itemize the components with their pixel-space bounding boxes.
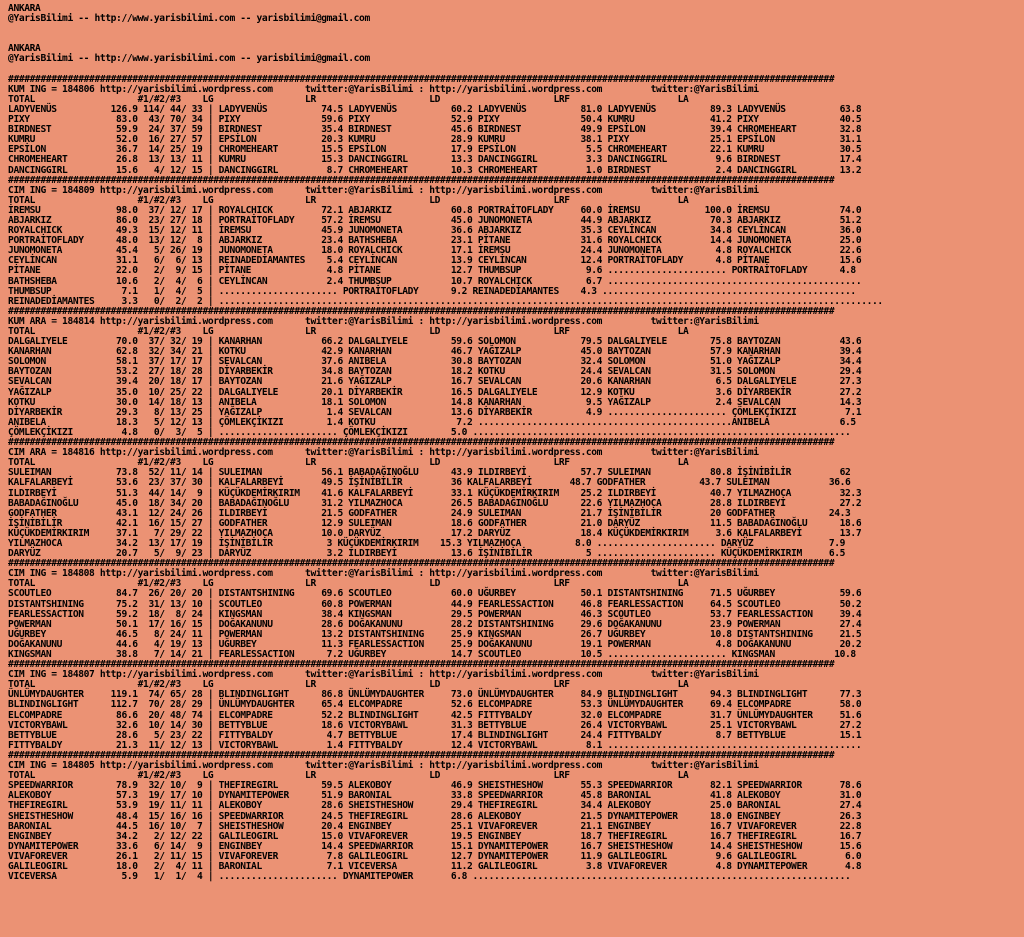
table-row: GALILEOGIRL 18.0 2/ 4/ 11 | BARONIAL 7.1 VICEVERSA 11.2 GALILEOGIRL 3.8 VIVAFOREVER 4.8 DYNAMITEPOWER 4.8	[8, 860, 862, 872]
column-header: TOTAL #1/#2/#3 LG LR LD LRF LA	[8, 93, 689, 105]
table-row: SEVALCAN 39.4 20/ 18/ 17 | BAYTOZAN 21.6 YAĞIZALP 16.7 SEVALCAN 20.6 KANARHAN 6.5 DALGALIYELE 27.3	[8, 376, 862, 388]
table-row: GODFATHER 43.1 12/ 24/ 26 | ILDIRBEYİ 21.5 GODFATHER 24.9 SULEIMAN 21.7 İŞİNİBİLİR 20 GODFATHER 24.3	[8, 507, 851, 519]
table-row: VICTORYBAWL 32.6 10/ 14/ 30 | BETTYBLUE 18.6 VICTORYBAWL 31.3 BETTYBLUE 26.4 VICTORYBAWL 25.1 VICTORYBAWL 27.2	[8, 719, 862, 731]
table-row: SHEISTHESHOW 48.4 15/ 16/ 16 | SPEEDWARRIOR 24.5 THEFIREGIRL 28.6 ALEKOBOY 21.5 DYNAMITEPOWER 18.0 ENGINBEY 26.3	[8, 810, 862, 822]
table-row: YAĞIZALP 35.0 10/ 25/ 22 | DALGALIYELE 20.1 DİYARBEKİR 16.5 DALGALIYELE 12.9 KOTKU 3.6 DİYARBEKİR 27.2	[8, 386, 862, 398]
table-row: ALEKOBOY 57.3 19/ 17/ 10 | DYNAMITEPOWER 51.9 BARONIAL 33.8 SPEEDWARRIOR 45.8 BARONIAL 41.8 ALEKOBOY 31.0	[8, 790, 862, 802]
column-header: TOTAL #1/#2/#3 LG LR LD LRF LA	[8, 770, 689, 782]
table-row: İREMSU 98.0 37/ 12/ 17 | ROYALCHICK 72.1 ABJARKIZ 60.8 PORTRAİTOFLADY 60.0 İREMSU 100.0 İREMSU 74.0	[8, 204, 862, 216]
table-row: DANCINGGIRL 15.6 4/ 12/ 15 | DANCINGGIRL 8.7 CHROMEHEART 10.3 CHROMEHEART 1.0 BIRDNEST 2.4 DANCINGGIRL 13.2	[8, 164, 862, 176]
column-header: TOTAL #1/#2/#3 LG LR LD LRF LA	[8, 578, 689, 590]
table-row: SCOUTLEO 84.7 26/ 20/ 20 | DISTANTSHINING 69.6 SCOUTLEO 60.0 UĞURBEY 50.1 DISTANTSHINING 71.5 UĞURBEY 59.6	[8, 588, 862, 600]
table-row: SULEIMAN 73.8 52/ 11/ 14 | SULEIMAN 56.1 BABADAĞINOĞLU 43.9 ILDIRBEYİ 57.7 SULEIMAN 80.8 İŞİNİBİLİR 62	[8, 467, 851, 479]
table-row: PIXY 83.0 43/ 70/ 34 | PIXY 59.6 PIXY 52.9 PIXY 50.4 KUMRU 41.2 PIXY 40.5	[8, 114, 862, 126]
city-title: ANKARA	[8, 3, 41, 14]
table-row: DOĞAKANUNU 44.6 4/ 19/ 13 | UĞURBEY 11.3 FEARLESSACTION 25.9 DOĞAKANUNU 19.1 POWERMAN 4.8 DOĞAKANUNU 20.2	[8, 638, 862, 650]
table-row: POWERMAN 50.1 17/ 16/ 15 | DOĞAKANUNU 28.6 DOĞAKANUNU 28.2 DISTANTSHINING 29.6 DOĞAKANUNU 23.9 POWERMAN 27.4	[8, 618, 862, 630]
separator-line: #########################################################################################################################################################	[8, 174, 835, 186]
table-row: KALFALARBEYİ 53.6 23/ 37/ 30 | KALFALARBEYİ 49.5 İŞİNİBİLİR 36 KALFALARBEYİ 48.7 GODFATHER 43.7 SULEIMAN 36.6	[8, 477, 851, 489]
table-row: VIVAFOREVER 26.1 2/ 11/ 15 | VIVAFOREVER 7.8 GALILEOGIRL 12.7 DYNAMITEPOWER 11.9 GALILEOGIRL 9.6 GALILEOGIRL 6.0	[8, 850, 862, 862]
table-row: LADYVENÜS 126.9 114/ 44/ 33 | LADYVENÜS 74.5 LADYVENÜS 60.2 LADYVENÜS 81.0 LADYVENÜS 89.3 LADYVENÜS 63.8	[8, 103, 862, 115]
race-header: CIM ING = 184807 http://yarisbilimi.wordpress.com twitter:@YarisBilimi : http://yarisbilimi.wordpress.com twitter:@YarisBilimi	[8, 669, 759, 681]
table-row: BLINDINGLIGHT 112.7 70/ 28/ 29 | ÜNLÜMYDAUGHTER 65.4 ELCOMPADRE 52.6 ELCOMPADRE 53.3 ÜNLÜMYDAUGHTER 69.4 ELCOMPADRE 58.0	[8, 699, 862, 711]
table-row: FEARLESSACTION 59.2 18/ 8/ 24 | KINGSMAN 38.4 KINGSMAN 29.5 POWERMAN 46.3 SCOUTLEO 53.7 FEARLESSACTION 39.4	[8, 608, 862, 620]
column-header: TOTAL #1/#2/#3 LG LR LD LRF LA	[8, 457, 689, 469]
table-row: FITTYBALDY 21.3 11/ 12/ 13 | VICTORYBAWL 1.4 FITTYBALDY 12.4 VICTORYBAWL 8.1 ...............................................	[8, 739, 862, 751]
table-row: UĞURBEY 46.5 8/ 24/ 11 | POWERMAN 13.2 DISTANTSHINING 25.9 KINGSMAN 26.7 UĞURBEY 10.8 DISTANTSHINING 21.5	[8, 628, 862, 640]
table-row: JUNOMONETA 45.4 5/ 26/ 19 | JUNOMONETA 18.0 ROYALCHICK 17.1 İREMSU 24.4 JUNOMONETA 4.8 ROYALCHICK 22.6	[8, 245, 862, 257]
table-row: BETTYBLUE 28.6 5/ 23/ 22 | FITTYBALDY 4.7 BETTYBLUE 17.4 BLINDINGLIGHT 24.4 FITTYBALDY 8.7 BETTYBLUE 15.1	[8, 729, 862, 741]
blank-line	[8, 34, 1024, 44]
table-row: ÜNLÜMYDAUGHTER 119.1 74/ 65/ 28 | BLINDINGLIGHT 86.8 ÜNLÜMYDAUGHTER 73.0 ÜNLÜMYDAUGHTER 84.9 BLINDINGLIGHT 94.3 BLINDINGLIGHT 77.3	[8, 689, 862, 701]
column-header: TOTAL #1/#2/#3 LG LR LD LRF LA	[8, 326, 689, 337]
table-row: THEFIREGIRL 53.9 19/ 11/ 11 | ALEKOBOY 28.6 SHEISTHESHOW 29.4 THEFIREGIRL 34.4 ALEKOBOY 25.0 BARONIAL 27.4	[8, 800, 862, 812]
table-row: DALGALIYELE 70.0 37/ 32/ 19 | KANARHAN 66.2 DALGALIYELE 59.6 SOLOMON 79.5 DALGALIYELE 75.8 BAYTOZAN 43.6	[8, 336, 862, 348]
table-row: DARYÜZ 20.7 5/ 9/ 23 | DARYÜZ 3.2 ILDIRBEYİ 13.6 İŞİNİBİLİR 5 ...................... KÜÇÜKDEMİRKIRIM 6.5	[8, 548, 846, 560]
table-row: SOLOMON 58.1 37/ 17/ 17 | SEVALCAN 37.6 ANIBELA 30.8 BAYTOZAN 32.4 SOLOMON 51.0 YAĞIZALP 34.4	[8, 356, 862, 368]
table-row: ABJARKIZ 86.0 23/ 27/ 18 | PORTRAİTOFLADY 57.2 İREMSU 45.0 JUNOMONETA 44.9 ABJARKIZ 70.3 ABJARKIZ 51.2	[8, 214, 862, 226]
table-row: SPEEDWARRIOR 78.9 32/ 10/ 9 | THEFIREGIRL 59.5 ALEKOBOY 46.9 SHEISTHESHOW 55.3 SPEEDWARRIOR 82.1 SPEEDWARRIOR 78.6	[8, 780, 862, 792]
table-row: BAYTOZAN 53.2 27/ 18/ 28 | DİYARBEKİR 34.8 BAYTOZAN 18.2 KOTKU 24.4 SEVALCAN 31.5 SOLOMON 29.4	[8, 366, 862, 378]
table-row: PİTANE 22.0 2/ 9/ 15 | PİTANE 4.8 PİTANE 12.7 THUMBSUP 9.6 ...................... PORTRAİTOFLADY 4.8	[8, 265, 856, 277]
table-row: BABADAĞINOĞLU 45.0 18/ 34/ 20 | BABADAĞINOĞLU 31.2 YILMAZHOCA 26.5 BABADAĞINOĞLU 22.6 YILMAZHOCA 28.8 ILDIRBEYİ 27.2	[8, 497, 862, 509]
race-header: CIM ING = 184809 http://yarisbilimi.wordpress.com twitter:@YarisBilimi : http://yarisbilimi.wordpress.com twitter:@YarisBilimi	[8, 184, 759, 196]
contact-line: @YarisBilimi -- http://www.yarisbilimi.com -- yarisbilimi@gmail.com	[8, 13, 370, 25]
table-row: REINADEDİAMANTES 3.3 0/ 2/ 2 | ...........................................................................................................................	[8, 295, 883, 307]
contact-line: @YarisBilimi -- http://www.yarisbilimi.com -- yarisbilimi@gmail.com	[8, 53, 370, 65]
table-row: DİYARBEKİR 29.3 8/ 13/ 25 | YAĞIZALP 1.4 SEVALCAN 13.6 DİYARBEKİR 4.9 ...................... ÇÖMLEKÇİKIZI 7.1	[8, 406, 862, 418]
table-row: PORTRAİTOFLADY 48.0 13/ 12/ 8 | ABJARKIZ 23.4 BATHSHEBA 23.1 PİTANE 31.6 ROYALCHICK 14.4 JUNOMONETA 25.0	[8, 235, 862, 247]
separator-line: #########################################################################################################################################################	[8, 749, 835, 761]
table-row: CEYLİNCAN 31.1 6/ 6/ 13 | REINADEDİAMANTES 5.4 CEYLİNCAN 13.9 CEYLİNCAN 12.4 PORTRAİTOFLADY 4.8 PİTANE 15.6	[8, 255, 862, 267]
table-row: KINGSMAN 38.8 7/ 14/ 21 | FEARLESSACTION 7.2 UĞURBEY 14.7 SCOUTLEO 10.5 ...................... KINGSMAN 10.8	[8, 649, 856, 660]
table-row: KANARHAN 62.8 32/ 34/ 21 | KOTKU 42.9 KANARHAN 46.7 YAĞIZALP 45.0 BAYTOZAN 57.9 KANARHAN 39.4	[8, 346, 862, 358]
table-row: VICEVERSA 5.9 1/ 1/ 4 | ...................... DYNAMITEPOWER 6.8 ......................................................................	[8, 871, 851, 883]
race-header: CIM ING = 184808 http://yarisbilimi.wordpress.com twitter:@YarisBilimi : http://yarisbilimi.wordpress.com twitter:@YarisBilimi	[8, 568, 759, 580]
race-header: CIM ING = 184805 http://yarisbilimi.wordpress.com twitter:@YarisBilimi : http://yarisbilimi.wordpress.com twitter:@YarisBilimi	[8, 760, 759, 772]
table-row: CHROMEHEART 26.8 13/ 13/ 11 | KUMRU 15.3 DANCINGGIRL 13.3 DANCINGGIRL 3.3 DANCINGGIRL 9.6 BIRDNEST 17.4	[8, 154, 862, 166]
separator-line: #########################################################################################################################################################	[8, 437, 835, 449]
table-row: ELCOMPADRE 86.6 20/ 48/ 74 | ELCOMPADRE 52.2 BLINDINGLIGHT 42.5 FITTYBALDY 32.0 ELCOMPADRE 31.7 ÜNLÜMYDAUGHTER 51.6	[8, 709, 862, 721]
table-row: ENGINBEY 34.2 2/ 12/ 22 | GALILEOGIRL 15.0 VIVAFOREVER 19.5 ENGINBEY 18.7 THEFIREGIRL 16.7 THEFIREGIRL 16.7	[8, 830, 862, 842]
separator-line: #########################################################################################################################################################	[8, 305, 835, 317]
table-row: DISTANTSHINING 75.2 31/ 13/ 10 | SCOUTLEO 60.8 POWERMAN 44.9 FEARLESSACTION 46.8 FEARLESSACTION 64.5 SCOUTLEO 50.2	[8, 598, 862, 610]
race-header: KUM ARA = 184814 http://yarisbilimi.wordpress.com twitter:@YarisBilimi : http://yarisbilimi.wordpress.com twitter:@YarisBilimi	[8, 315, 759, 327]
table-row: BARONIAL 44.5 16/ 10/ 7 | SHEISTHESHOW 20.4 ENGINBEY 25.1 VIVAFOREVER 21.1 ENGINBEY 16.7 VIVAFOREVER 22.8	[8, 820, 862, 832]
table-row: THUMBSUP 7.1 1/ 4/ 5 | ...................... PORTRAİTOFLADY 9.2 REINADEDİAMANTES 4.3 ...............................................	[8, 285, 856, 297]
race-header: KUM ING = 184806 http://yarisbilimi.wordpress.com twitter:@YarisBilimi : http://yarisbilimi.wordpress.com twitter:@YarisBilimi	[8, 83, 759, 95]
table-row: ROYALCHICK 49.3 15/ 12/ 11 | İREMSU 45.9 JUNOMONETA 36.6 ABJARKIZ 35.3 CEYLİNCAN 34.8 CEYLİNCAN 36.0	[8, 225, 862, 237]
table-row: BATHSHEBA 10.6 2/ 4/ 6 | CEYLİNCAN 2.4 THUMBSUP 10.7 ROYALCHICK 6.7 ...............................................	[8, 275, 862, 287]
table-row: İŞİNİBİLİR 42.1 16/ 15/ 27 | GODFATHER 12.9 SULEIMAN 18.6 GODFATHER 21.0 DARYÜZ 11.5 BABADAĞINOĞLU 18.6	[8, 517, 862, 529]
table-row: DYNAMITEPOWER 33.6 6/ 14/ 9 | ENGINBEY 14.4 SPEEDWARRIOR 15.1 DYNAMITEPOWER 16.7 SHEISTHESHOW 14.4 SHEISTHESHOW 15.6	[8, 840, 862, 852]
table-row: ÇÖMLEKÇİKIZI 4.8 0/ 3/ 5 | ...................... ÇÖMLEKÇİKIZI 5.0 ......................................................................	[8, 426, 851, 438]
table-row: ANIBELA 18.3 5/ 12/ 13 | ÇÖMLEKÇİKIZI 1.4 KOTKU 7.2 ...............................................ANIBELA 6.5	[8, 416, 856, 428]
table-row: YILMAZHOCA 34.2 13/ 17/ 19 | İŞİNİBİLİR 3 KÜÇÜKDEMİRKIRIM 15.3 YILMAZHOCA 8.0 ...................... DARYÜZ 7.9	[8, 537, 846, 549]
table-row: BIRDNEST 59.9 24/ 37/ 59 | BIRDNEST 35.4 BIRDNEST 45.6 BIRDNEST 49.9 EPSİLON 39.4 CHROMEHEART 32.8	[8, 124, 862, 136]
table-row: KOTKU 30.0 14/ 18/ 13 | ANIBELA 18.1 SOLOMON 14.8 KANARHAN 9.5 YAĞIZALP 2.4 SEVALCAN 14.3	[8, 396, 862, 408]
separator-line: #########################################################################################################################################################	[8, 659, 835, 671]
table-row: KÜÇÜKDEMİRKIRIM 37.1 7/ 29/ 22 | YILMAZHOCA 10.0 DARYÜZ 17.2 DARYÜZ 18.4 KÜÇÜKDEMİRKIRIM 3.6 KALFALARBEYİ 13.7	[8, 527, 862, 539]
blank-line	[8, 24, 1024, 34]
race-header: CIM ARA = 184816 http://yarisbilimi.wordpress.com twitter:@YarisBilimi : http://yarisbilimi.wordpress.com twitter:@YarisBilimi	[8, 447, 759, 459]
separator-line: #########################################################################################################################################################	[8, 558, 835, 570]
table-row: EPSİLON 36.7 14/ 25/ 19 | CHROMEHEART 15.5 EPSİLON 17.9 EPSİLON 5.5 CHROMEHEART 22.1 KUMRU 30.5	[8, 144, 862, 156]
separator-line: #########################################################################################################################################################	[8, 73, 835, 85]
city-title: ANKARA	[8, 43, 41, 55]
column-header: TOTAL #1/#2/#3 LG LR LD LRF LA	[8, 679, 689, 691]
table-row: KUMRU 52.0 16/ 27/ 57 | EPSİLON 20.3 KUMRU 28.9 KUMRU 38.1 PIXY 25.1 EPSİLON 31.1	[8, 134, 862, 146]
table-row: ILDIRBEYİ 51.3 44/ 14/ 9 | KÜÇÜKDEMİRKIRIM 41.6 KALFALARBEYİ 33.1 KÜÇÜKDEMİRKIRIM 25.2 ILDIRBEYİ 40.7 YILMAZHOCA 32.3	[8, 487, 862, 499]
column-header: TOTAL #1/#2/#3 LG LR LD LRF LA	[8, 194, 689, 206]
